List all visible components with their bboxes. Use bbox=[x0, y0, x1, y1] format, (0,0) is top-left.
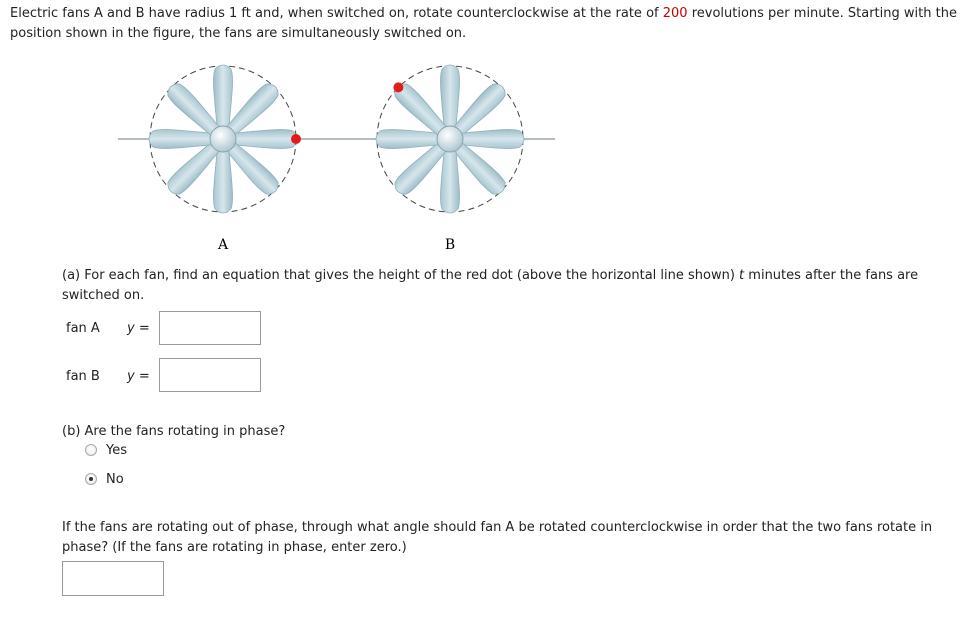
fan-a-label: A bbox=[217, 237, 229, 253]
fan-a bbox=[149, 65, 301, 213]
radio-yes[interactable] bbox=[85, 444, 97, 456]
problem-statement bbox=[10, 4, 970, 44]
fan-b bbox=[376, 65, 524, 213]
intro-text-b: revolutions per minute. Starting with the bbox=[687, 6, 957, 21]
rate-value: 200 bbox=[662, 6, 688, 21]
var-t: t bbox=[739, 268, 745, 283]
part-c-line-1: If the fans are rotating out of phase, through what angle should fan A be rotated counterclockwise in order that the two fans rotate in bbox=[62, 520, 933, 535]
fan-a-hub bbox=[210, 126, 236, 152]
fan-b-answer-input[interactable] bbox=[159, 358, 261, 392]
radio-yes-label[interactable]: Yes bbox=[106, 443, 127, 458]
fan-b-label-text: fan B bbox=[66, 369, 100, 384]
part-a-line-2: switched on. bbox=[62, 288, 145, 303]
part-a-text-b: minutes after the fans are bbox=[744, 268, 919, 283]
part-a-line-1 bbox=[62, 266, 942, 286]
part-a-text-a: (a) For each fan, find an equation that gives the height of the red dot (above the horizontal line shown) bbox=[62, 268, 740, 283]
fan-a-answer-input[interactable] bbox=[159, 311, 261, 345]
fan-a-label-text: fan A bbox=[66, 321, 100, 336]
part-c-question bbox=[62, 518, 952, 558]
fan-b-equals: y = bbox=[127, 369, 150, 384]
fan-b-hub bbox=[437, 126, 463, 152]
part-b-question: (b) Are the fans rotating in phase? bbox=[62, 424, 286, 439]
radio-no-label[interactable]: No bbox=[106, 472, 124, 487]
radio-no[interactable] bbox=[85, 473, 97, 485]
intro-line-2: position shown in the figure, the fans are simultaneously switched on. bbox=[10, 26, 467, 41]
fans-figure bbox=[110, 58, 570, 258]
part-c-line-2: phase? (If the fans are rotating in phase, enter zero.) bbox=[62, 540, 407, 555]
part-a-question bbox=[62, 266, 942, 306]
intro-text-a: Electric fans A and B have radius 1 ft and, when switched on, rotate counterclockwise at the rate of bbox=[10, 6, 663, 21]
fan-a-red-dot bbox=[291, 134, 301, 144]
fan-b-red-dot bbox=[393, 82, 403, 92]
fan-a-equals: y = bbox=[127, 321, 150, 336]
angle-answer-input[interactable] bbox=[62, 561, 164, 596]
intro-line-1 bbox=[10, 4, 970, 24]
fan-b-label: B bbox=[444, 237, 456, 253]
